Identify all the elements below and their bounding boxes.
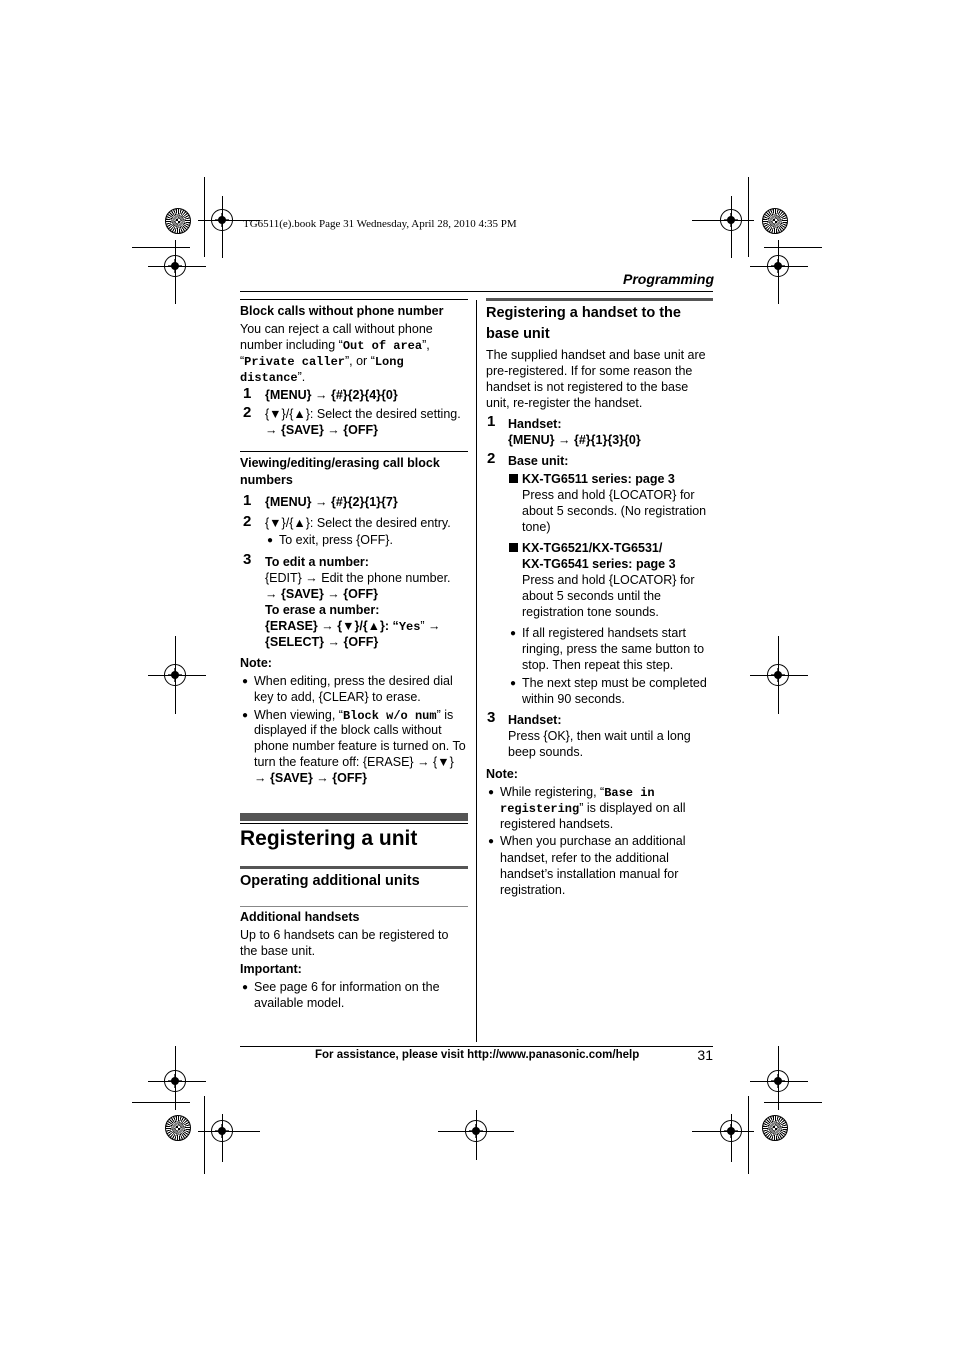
- section-heading: base unit: [486, 326, 550, 342]
- edit-keys: → {SAVE} → {OFF}: [265, 587, 378, 601]
- step-2-note: To exit, press {OFF}.: [279, 533, 393, 547]
- note-text: When you purchase an additional: [500, 834, 686, 848]
- note-keys: → {SAVE} → {OFF}: [254, 771, 367, 785]
- step-3-text: beep sounds.: [508, 745, 584, 759]
- registration-mark-icon: [211, 1120, 233, 1142]
- intro-text: handset is not registered to the base: [486, 380, 689, 394]
- edit-step: {EDIT} → Edit the phone number.: [265, 571, 451, 585]
- bullet-text: stop. Then repeat this step.: [522, 658, 674, 672]
- bullet-text: ringing, press the same button to: [522, 642, 705, 656]
- bullet-icon: ●: [242, 982, 249, 993]
- note-label: Note:: [486, 767, 518, 781]
- registration-mark-icon: [164, 664, 186, 686]
- bullet-icon: ●: [242, 676, 249, 687]
- bullet-icon: ●: [488, 836, 495, 847]
- page-title: Registering a unit: [240, 827, 418, 850]
- square-bullet-icon: [509, 474, 518, 483]
- note-text: phone number feature is turned on. To: [254, 739, 466, 753]
- additional-text: the base unit.: [240, 944, 316, 958]
- bullet-text: The next step must be completed: [522, 676, 707, 690]
- bullet-icon: ●: [242, 710, 249, 721]
- step-number: 1: [243, 492, 252, 509]
- column-divider: [476, 300, 477, 1042]
- bullet-icon: ●: [510, 678, 517, 689]
- color-target-icon: [165, 1115, 191, 1141]
- note-text: registered handsets.: [500, 817, 614, 831]
- note-label: Note:: [240, 656, 272, 670]
- block-calls-intro: “Private caller”, or “Long: [240, 354, 404, 369]
- model-heading: KX-TG6541 series: page 3: [522, 557, 676, 571]
- note-text: turn the feature off: {ERASE} → {▼}: [254, 755, 454, 769]
- registration-mark-icon: [767, 1070, 789, 1092]
- section-heading: Registering a handset to the: [486, 305, 681, 321]
- model-text: Press and hold {LOCATOR} for: [522, 573, 695, 587]
- erase-label: To erase a number:: [265, 603, 380, 617]
- step-number: 1: [243, 385, 252, 402]
- block-calls-intro: distance”.: [240, 370, 306, 385]
- important-text: available model.: [254, 996, 345, 1010]
- note-text: When editing, press the desired dial: [254, 674, 453, 688]
- intro-text: pre-registered. If for some reason the: [486, 364, 693, 378]
- step-1-keys: {MENU} → {#}{2}{4}{0}: [265, 388, 398, 402]
- registration-mark-icon: [767, 255, 789, 277]
- edit-label: To edit a number:: [265, 555, 369, 569]
- additional-text: Up to 6 handsets can be registered to: [240, 928, 449, 942]
- intro-text: The supplied handset and base unit are: [486, 348, 706, 362]
- note-text: displayed if the block calls without: [254, 723, 442, 737]
- erase-step: {ERASE} → {▼}/{▲}: “Yes” →: [265, 619, 441, 634]
- step-label: Base unit:: [508, 454, 569, 468]
- model-text: about 5 seconds. (No registration: [522, 504, 707, 518]
- registration-mark-icon: [164, 1070, 186, 1092]
- step-number: 2: [243, 513, 252, 530]
- step-2-text: {▼}/{▲}: Select the desired setting.: [265, 407, 461, 421]
- model-text: Press and hold {LOCATOR} for: [522, 488, 695, 502]
- bullet-text: within 90 seconds.: [522, 692, 625, 706]
- note-text: When viewing, “Block w/o num” is: [254, 708, 454, 723]
- step-number: 2: [487, 450, 496, 467]
- registration-mark-icon: [767, 664, 789, 686]
- bullet-icon: ●: [267, 535, 274, 546]
- color-target-icon: [762, 1115, 788, 1141]
- section-title: Programming: [622, 271, 714, 287]
- step-number: 3: [243, 551, 252, 568]
- important-text: See page 6 for information on the: [254, 980, 440, 994]
- page-number: 31: [697, 1047, 713, 1063]
- model-text: registration tone sounds.: [522, 605, 659, 619]
- model-text: tone): [522, 520, 551, 534]
- block-calls-intro: You can reject a call without phone: [240, 322, 433, 336]
- color-target-icon: [165, 208, 191, 234]
- model-text: about 5 seconds until the: [522, 589, 661, 603]
- bullet-icon: ●: [510, 628, 517, 639]
- step-number: 3: [487, 709, 496, 726]
- bullet-text: If all registered handsets start: [522, 626, 686, 640]
- model-heading: KX-TG6521/KX-TG6531/: [522, 541, 663, 555]
- note-text: handset’s installation manual for: [500, 867, 679, 881]
- note-text: While registering, “Base in: [500, 785, 655, 800]
- section-heading: Operating additional units: [240, 873, 420, 889]
- block-calls-heading: Block calls without phone number: [240, 304, 444, 318]
- important-label: Important:: [240, 962, 302, 976]
- viewing-heading: Viewing/editing/erasing call block: [240, 456, 440, 470]
- intro-text: unit, re-register the handset.: [486, 396, 643, 410]
- step-label: Handset:: [508, 713, 562, 727]
- note-text: handset, refer to the additional: [500, 851, 669, 865]
- model-heading: KX-TG6511 series: page 3: [522, 472, 675, 486]
- step-number: 1: [487, 413, 496, 430]
- note-text: registration.: [500, 883, 566, 897]
- step-1-keys: {MENU} → {#}{1}{3}{0}: [508, 433, 641, 447]
- square-bullet-icon: [509, 543, 518, 552]
- footer-assist-text: For assistance, please visit http://www.panasonic.com/help: [315, 1049, 640, 1061]
- step-2-keys: → {SAVE} → {OFF}: [265, 423, 378, 437]
- registration-mark-icon: [164, 255, 186, 277]
- note-text: key to add, {CLEAR} to erase.: [254, 690, 421, 704]
- bullet-icon: ●: [488, 787, 495, 798]
- additional-heading: Additional handsets: [240, 910, 360, 924]
- file-info: TG6511(e).book Page 31 Wednesday, April 28, 2010 4:35 PM: [243, 218, 517, 230]
- erase-keys: {SELECT} → {OFF}: [265, 635, 379, 649]
- step-number: 2: [243, 404, 252, 421]
- block-calls-intro: number including “Out of area”,: [240, 338, 430, 353]
- note-text: registering” is displayed on all: [500, 801, 686, 816]
- step-1-keys: {MENU} → {#}{2}{1}{7}: [265, 495, 398, 509]
- registration-mark-icon: [465, 1120, 487, 1142]
- viewing-heading: numbers: [240, 473, 293, 487]
- registration-mark-icon: [211, 209, 233, 231]
- color-target-icon: [762, 208, 788, 234]
- step-label: Handset:: [508, 417, 562, 431]
- step-3-text: Press {OK}, then wait until a long: [508, 729, 691, 743]
- step-2-text: {▼}/{▲}: Select the desired entry.: [265, 516, 451, 530]
- registration-mark-icon: [720, 1120, 742, 1142]
- registration-mark-icon: [720, 209, 742, 231]
